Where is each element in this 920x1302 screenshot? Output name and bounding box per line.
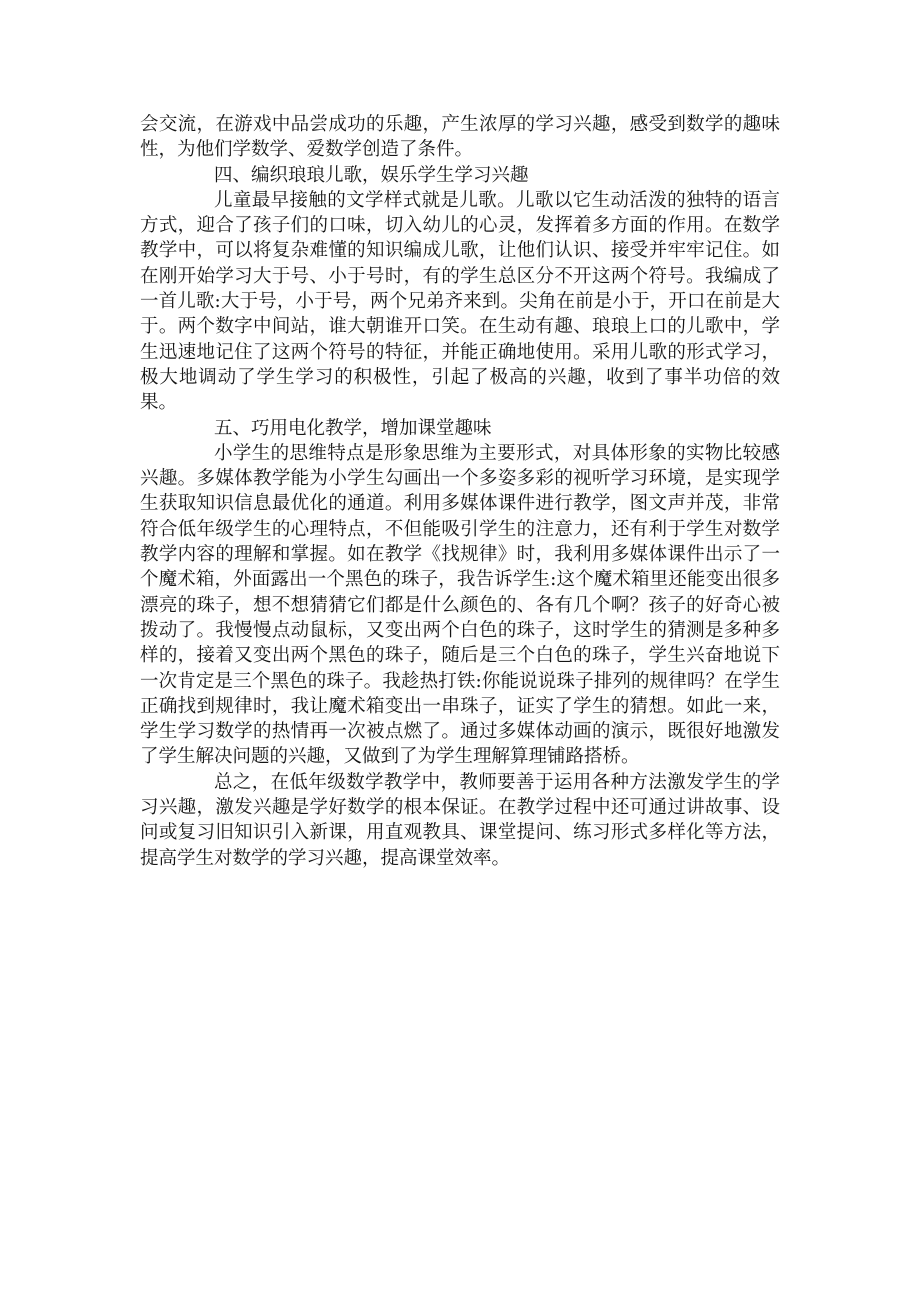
- paragraph-conclusion: 总之，在低年级数学教学中，教师要善于运用各种方法激发学生的学习兴趣，激发兴趣是学好数学的根本保证。在教学过程中还可通过讲故事、设问或复习旧知识引入新课，用直观教具、课堂提问、练习形式多样化等方法，提高学生对数学的学习兴趣，提高课堂效率。: [140, 771, 780, 869]
- paragraph-nursery-rhymes: 儿童最早接触的文学样式就是儿歌。儿歌以它生动活泼的独特的语言方式，迎合了孩子们的口味，切入幼儿的心灵，发挥着多方面的作用。在数学教学中，可以将复杂难懂的知识编成儿歌，让他们认识、接受并牢牢记住。如在刚开始学习大于号、小于号时，有的学生总区分不开这两个符号。我编成了一首儿歌:大于号，小于号，两个兄弟齐来到。尖角在前是小于，开口在前是大于。两个数字中间站，谁大朝谁开口笑。在生动有趣、琅琅上口的儿歌中，学生迅速地记住了这两个符号的特征，并能正确地使用。采用儿歌的形式学习，极大地调动了学生学习的积极性，引起了极高的兴趣，收到了事半功倍的效果。: [140, 189, 780, 414]
- paragraph-continued: 会交流，在游戏中品尝成功的乐趣，产生浓厚的学习兴趣，感受到数学的趣味性，为他们学数学、爱数学创造了条件。: [140, 114, 780, 161]
- section-heading-4: 四、编织琅琅儿歌，娱乐学生学习兴趣: [214, 164, 529, 186]
- paragraph-multimedia: 小学生的思维特点是形象思维为主要形式，对具体形象的实物比较感兴趣。多媒体教学能为小学生勾画出一个多姿多彩的视听学习环境，是实现学生获取知识信息最优化的通道。利用多媒体课件进行教学，图文声并茂，非常符合低年级学生的心理特点，不但能吸引学生的注意力，还有利于学生对数学教学内容的理解和掌握。如在教学《找规律》时，我利用多媒体课件出示了一个魔术箱，外面露出一个黑色的珠子，我告诉学生:这个魔术箱里还能变出很多漂亮的珠子，想不想猜猜它们都是什么颜色的、各有几个啊？孩子的好奇心被拨动了。我慢慢点动鼠标，又变出两个白色的珠子，这时学生的猜测是多种多样的，接着又变出两个黑色的珠子，随后是三个白色的珠子，学生兴奋地说下一次肯定是三个黑色的珠子。我趁热打铁:你能说说珠子排列的规律吗？在学生正确找到规律时，我让魔术箱变出一串珠子，证实了学生的猜想。如此一来，学生学习数学的热情再一次被点燃了。通过多媒体动画的演示，既很好地激发了学生解决问题的兴趣，又做到了为学生理解算理铺路搭桥。: [140, 442, 780, 768]
- document-body: [140, 112, 780, 871]
- section-heading-5: 五、巧用电化教学，增加课堂趣味: [214, 417, 492, 439]
